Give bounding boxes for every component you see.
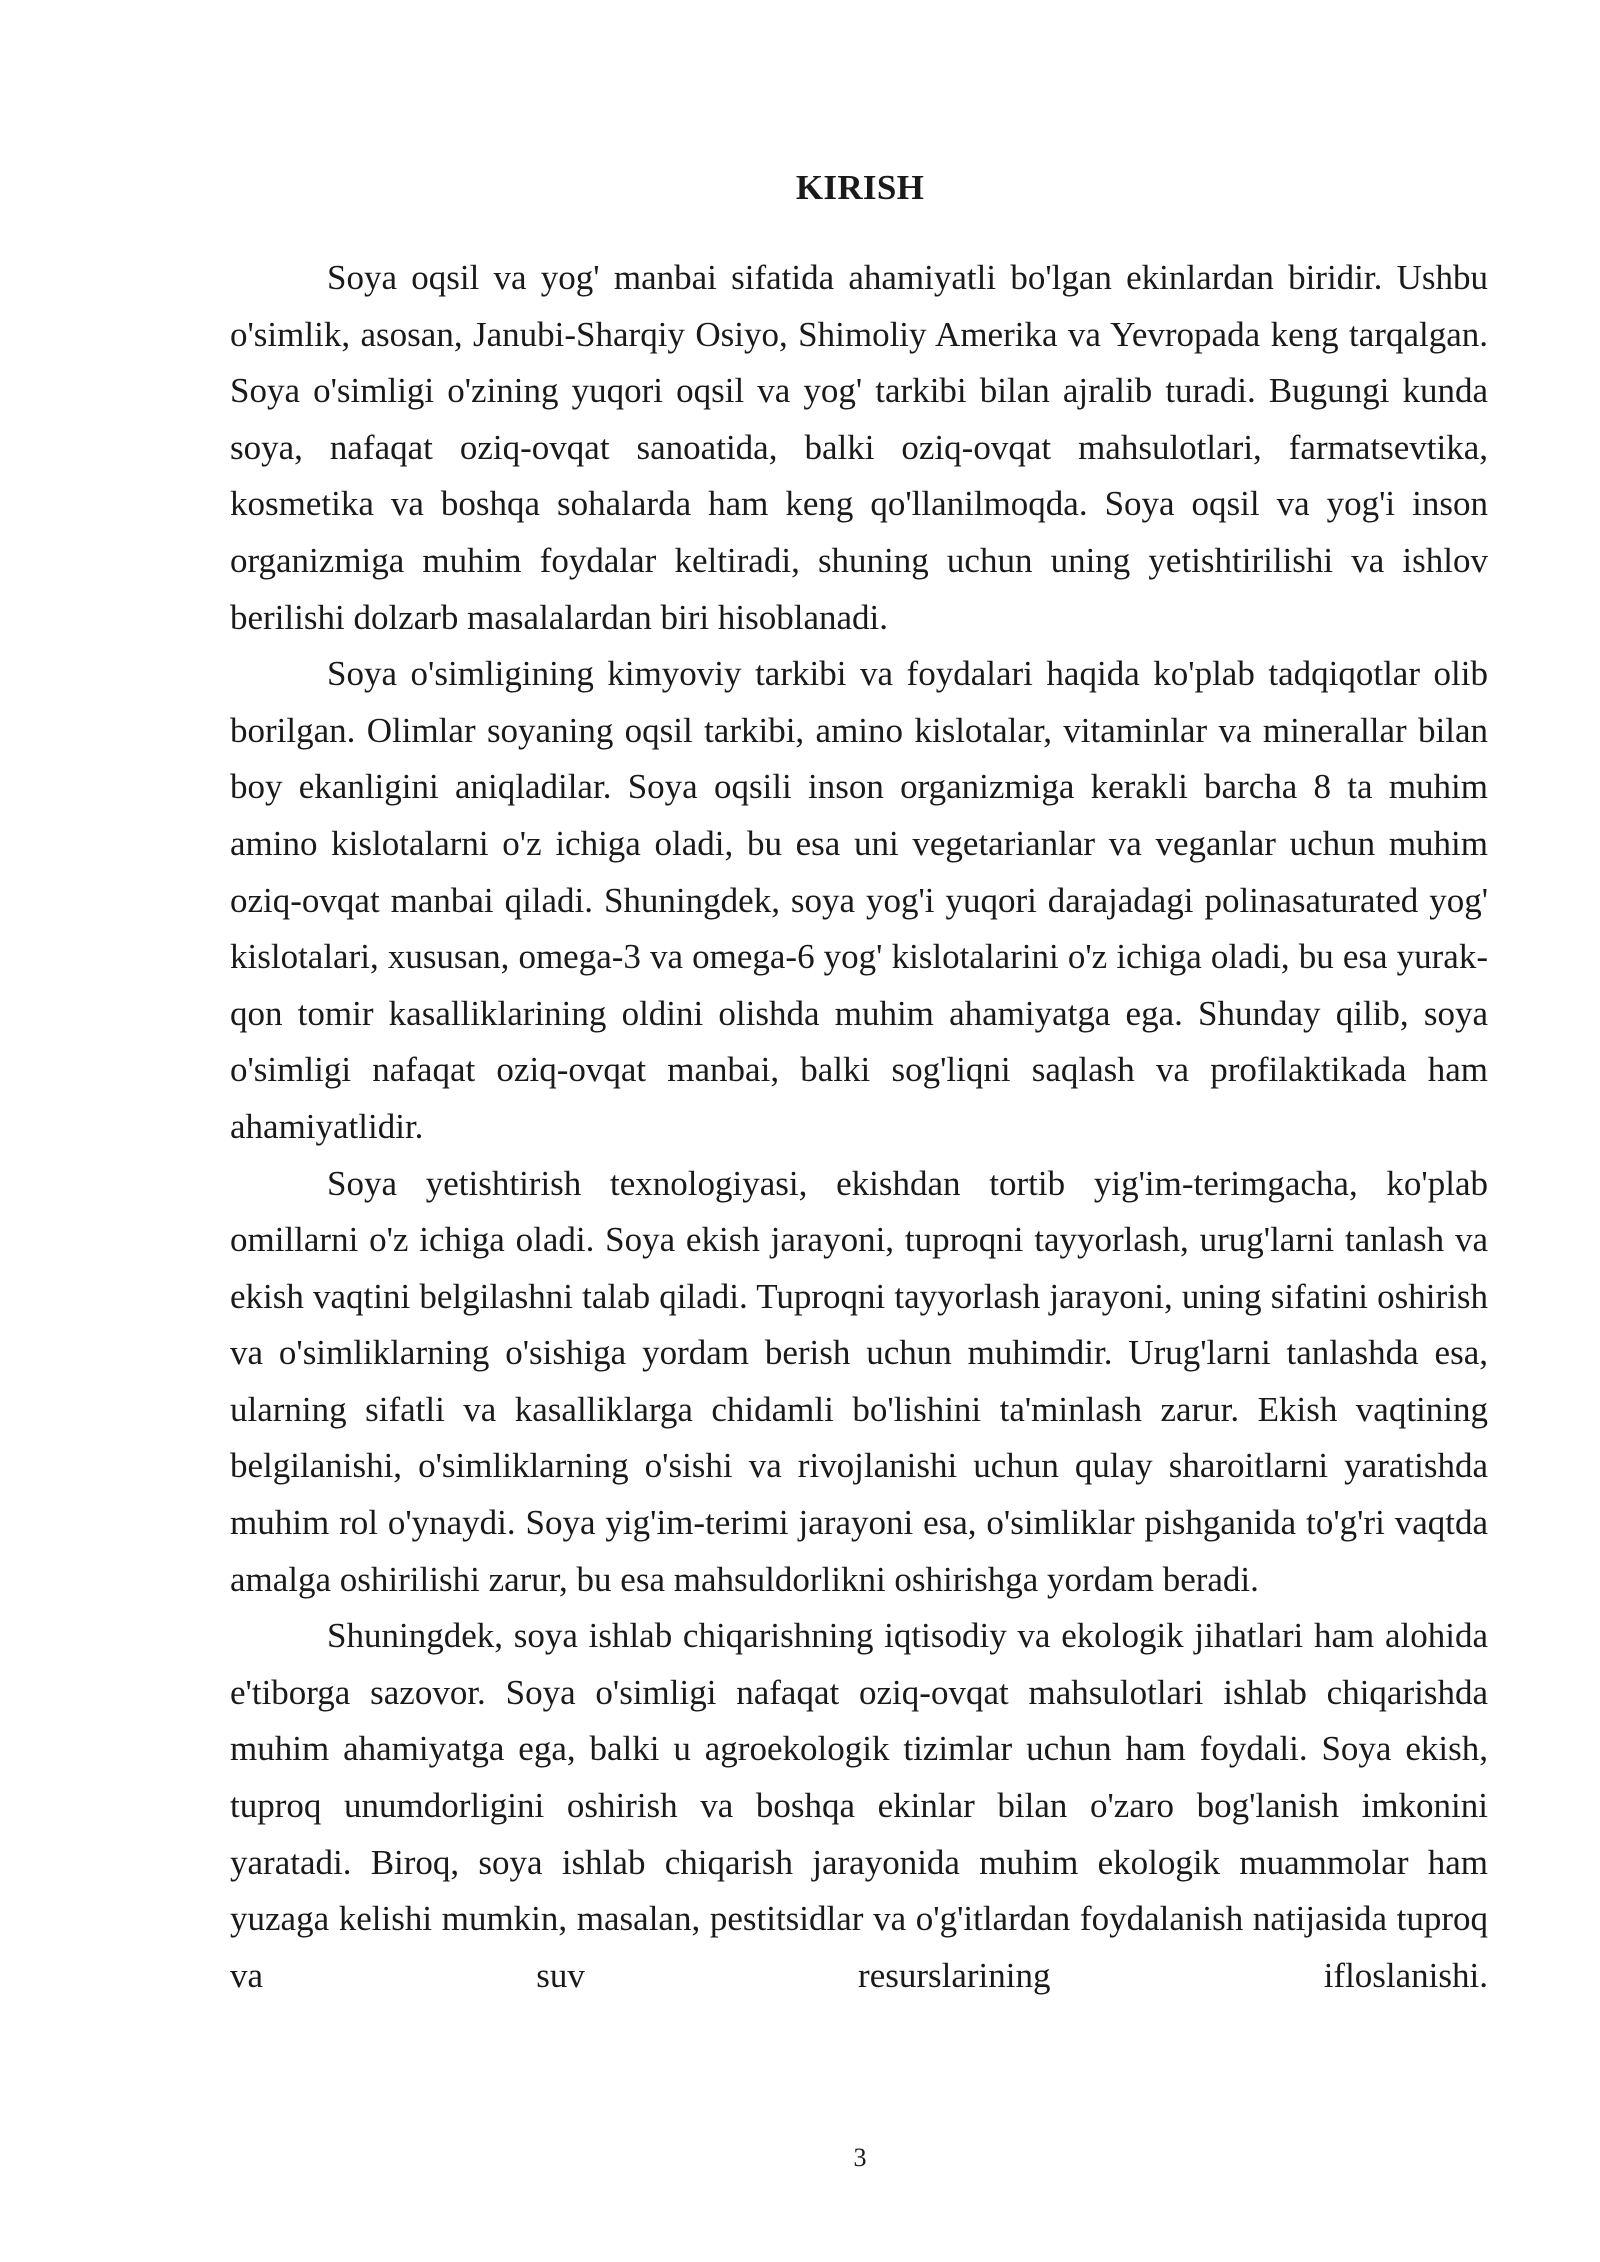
paragraph: Soya yetishtirish texnologiyasi, ekishdan tortib yig'im-terimgacha, ko'plab omillarni o'z ichiga oladi. Soya ekish jarayoni, tuproqni tayyorlash, urug'larni tanlash va ekish vaqtini belgilashni talab qiladi. Tuproqni tayyorlash jarayoni, uning sifatini oshirish va o'simliklarning o'sishiga yordam berish uchun muhimdir. Urug'larni tanlashda esa, ularning sifatli va kasalliklarga chidamli bo'lishini ta'minlash zarur. Ekish vaqtining belgilanishi, o'simliklarning o'sishi va rivojlanishi uchun qulay sharoitlarni yaratishda muhim rol o'ynaydi. Soya yig'im-terimi jarayoni esa, o'simliklar pishganida to'g'ri vaqtda amalga oshirilishi zarur, bu esa mahsuldorlikni oshirishga yordam beradi. xyxy=(230,1163,1488,1599)
page-number: 3 xyxy=(853,2143,867,2172)
paragraph: Shuningdek, soya ishlab chiqarishning iqtisodiy va ekologik jihatlari ham alohida e'tiborga sazovor. Soya o'simligi nafaqat oziq-ovqat mahsulotlari ishlab chiqarishda muhim ahamiyatga ega, balki u agroekologik tizimlar uchun ham foydali. Soya ekish, tuproq unumdorligini oshirish va boshqa ekinlar bilan o'zaro bog'lanish imkonini yaratadi. Biroq, soya ishlab chiqarish jarayonida muhim ekologik muammolar ham yuzaga kelishi mumkin, masalan, pestitsidlar va o'g'itlardan foydalanish natijasida tuproq va suv resurslarining ifloslanishi. xyxy=(230,1616,1488,1995)
paragraph: Soya oqsil va yog' manbai sifatida ahamiyatli bo'lgan ekinlardan biridir. Ushbu o'simlik, asosan, Janubi-Sharqiy Osiyo, Shimoliy Amerika va Yevropada keng tarqalgan. Soya o'simligi o'zining yuqori oqsil va yog' tarkibi bilan ajralib turadi. Bugungi kunda soya, nafaqat oziq-ovqat sanoatida, balki oziq-ovqat mahsulotlari, farmatsevtika, kosmetika va boshqa sohalarda ham keng qo'llanilmoqda. Soya oqsil va yog'i inson organizmiga muhim foydalar keltiradi, shuning uchun uning yetishtirilishi va ishlov berilishi dolzarb masalalardan biri hisoblanadi. xyxy=(230,258,1488,637)
body-text xyxy=(230,250,1488,2004)
paragraph: Soya o'simligining kimyoviy tarkibi va foydalari haqida ko'plab tadqiqotlar olib borilgan. Olimlar soyaning oqsil tarkibi, amino kislotalar, vitaminlar va minerallar bilan boy ekanligini aniqladilar. Soya oqsili inson organizmiga kerakli barcha 8 ta muhim amino kislotalarni o'z ichiga oladi, bu esa uni vegetarianlar va veganlar uchun muhim oziq-ovqat manbai qiladi. Shuningdek, soya yog'i yuqori darajadagi polinasaturated yog' kislotalari, xususan, omega-3 va omega-6 yog' kislotalarini o'z ichiga oladi, bu esa yurak-qon tomir kasalliklarining oldini olishda muhim ahamiyatga ega. Shunday qilib, soya o'simligi nafaqat oziq-ovqat manbai, balki sog'liqni saqlash va profilaktikada ham ahamiyatlidir. xyxy=(230,654,1488,1146)
section-title: KIRISH xyxy=(795,168,925,207)
